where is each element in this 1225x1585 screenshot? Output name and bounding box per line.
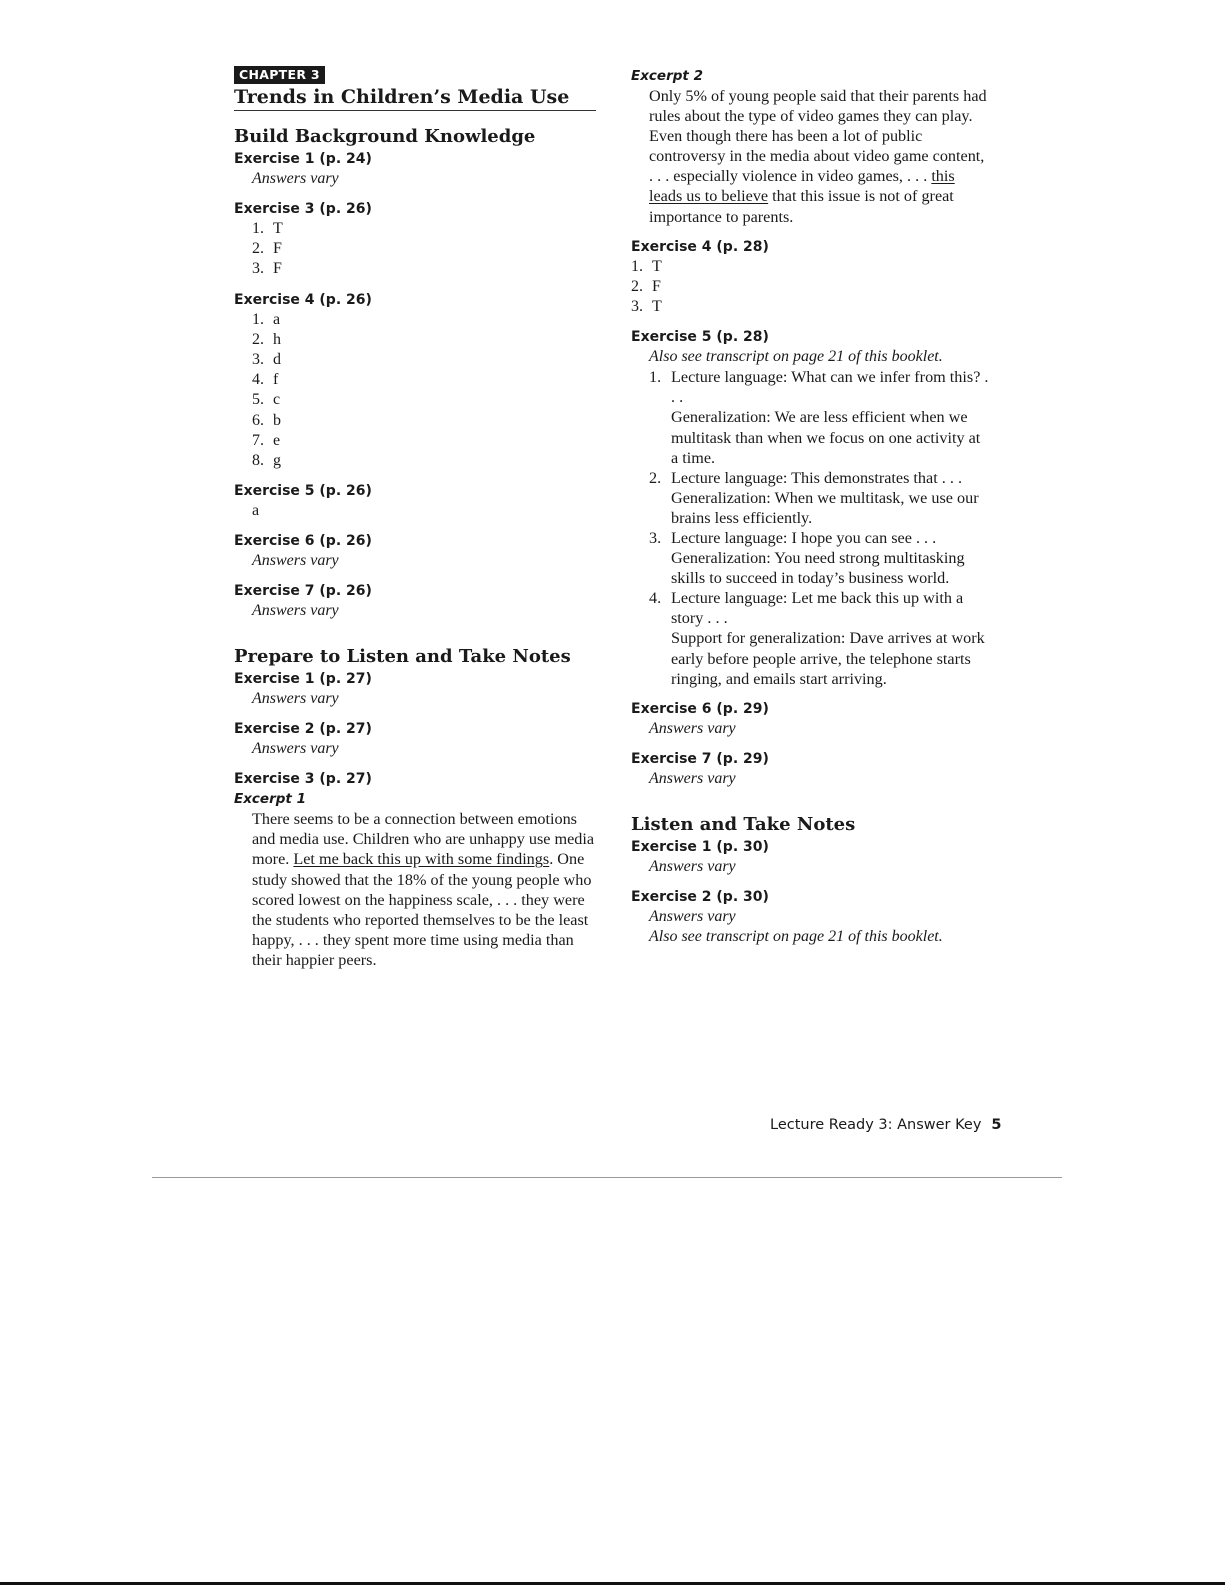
- exercise-heading: Exercise 6 (p. 29): [631, 700, 769, 717]
- excerpt-label: Excerpt 2: [631, 68, 703, 84]
- answer-text: Answers vary: [252, 170, 339, 187]
- page-number: 5: [991, 1117, 1002, 1133]
- exercise-heading: Exercise 3 (p. 27): [234, 771, 372, 788]
- answer-text: Answers vary: [252, 602, 339, 620]
- list-item: 4. f: [252, 371, 279, 389]
- section-title-listen: Listen and Take Notes: [631, 813, 856, 835]
- exercise-heading: Exercise 1 (p. 24): [234, 151, 372, 167]
- exercise-heading: Exercise 4 (p. 28): [631, 238, 769, 255]
- list-item: 1. a: [252, 310, 281, 328]
- section-title-build-background: Build Background Knowledge: [234, 126, 536, 147]
- transcript-note: Also see transcript on page 21 of this booklet.: [649, 927, 943, 945]
- exercise-heading: Exercise 4 (p. 26): [234, 291, 372, 308]
- footer-title: Lecture Ready 3: Answer Key: [770, 1117, 982, 1133]
- exercise-heading: Exercise 5 (p. 28): [631, 329, 769, 346]
- answer-text: Answers vary: [252, 740, 339, 758]
- answer-list: [234, 219, 596, 280]
- answer-list: [234, 310, 596, 472]
- list-item: 2. F: [631, 277, 661, 295]
- list-item: 3. F: [252, 260, 282, 278]
- left-column: [234, 66, 596, 970]
- right-column: [631, 66, 991, 947]
- exercise-heading: Exercise 6 (p. 26): [234, 533, 372, 550]
- list-item: 1. T: [252, 220, 283, 237]
- answer-text: Answers vary: [649, 769, 736, 787]
- chapter-title: Trends in Children’s Media Use: [234, 86, 596, 111]
- transcript-note: Also see transcript on page 21 of this booklet.: [649, 348, 943, 366]
- excerpt-paragraph: Only 5% of young people said that their parents had rules about the type of video games they can play. Even though there has been a lot of public controversy in the media about video game content, . . . especially violence in video games, . . . this leads us to believe that this issue is not of great importance to parents.: [649, 87, 987, 226]
- page-divider: [152, 1177, 1062, 1178]
- chapter-badge: CHAPTER 3: [234, 66, 325, 84]
- list-item: 2. h: [252, 330, 281, 348]
- list-item: 2. Lecture language: This demonstrates that . . . Generalization: When we multitask, we use our brains less efficiently.: [649, 468, 979, 527]
- exercise-heading: Exercise 7 (p. 29): [631, 750, 769, 767]
- exercise-heading: Exercise 7 (p. 26): [234, 583, 372, 600]
- list-item: 8. g: [252, 452, 281, 470]
- answer-text: Answers vary: [649, 907, 736, 925]
- list-item: 7. e: [252, 431, 281, 449]
- exercise-heading: Exercise 1 (p. 30): [631, 838, 769, 855]
- exercise-heading: Exercise 5 (p. 26): [234, 483, 372, 500]
- numbered-list: [631, 367, 991, 689]
- excerpt-label: Excerpt 1: [234, 791, 306, 808]
- underlined-phrase: Let me back this up with some findings: [293, 850, 550, 869]
- answer-text: Answers vary: [252, 552, 339, 570]
- list-item: 3. d: [252, 351, 281, 369]
- exercise-heading: Exercise 1 (p. 27): [234, 671, 372, 688]
- answer-text: Answers vary: [649, 719, 736, 737]
- underlined-phrase: this leads us to believe: [649, 167, 955, 206]
- page-footer: [770, 1117, 1002, 1133]
- list-item: 1. Lecture language: What can we infer from this? . . . Generalization: We are less efficient when we multitask than when we focus on one activity at a time.: [649, 368, 989, 467]
- excerpt-paragraph: There seems to be a connection between emotions and media use. Children who are unhappy use media more. Let me back this up with some findings. One study showed that the 18% of the young people who scored lowest on the happiness scale, . . . they were the students who reported themselves to be the least happy, . . . they spent more time using media than their happier peers.: [252, 810, 595, 969]
- list-item: 4. Lecture language: Let me back this up with a story . . . Support for generalization: Dave arrives at work early before people arrive, the telephone starts ringing, and emails start arriving.: [649, 589, 985, 688]
- exercise-heading: Exercise 2 (p. 27): [234, 721, 372, 738]
- list-item: 2. F: [252, 240, 282, 258]
- answer-list: [631, 257, 991, 318]
- section-title-prepare: Prepare to Listen and Take Notes: [234, 646, 571, 668]
- answer-text: Answers vary: [649, 857, 736, 875]
- answer-text: a: [252, 502, 260, 520]
- list-item: 3. T: [631, 298, 662, 316]
- list-item: 3. Lecture language: I hope you can see . . . Generalization: You need strong multitasking skills to succeed in today’s business world.: [649, 529, 965, 588]
- exercise-heading: Exercise 2 (p. 30): [631, 888, 769, 905]
- answer-text: Answers vary: [252, 690, 339, 708]
- list-item: 1. T: [631, 257, 662, 275]
- exercise-heading: Exercise 3 (p. 26): [234, 201, 372, 217]
- list-item: 6. b: [252, 411, 281, 429]
- list-item: 5. c: [252, 391, 281, 409]
